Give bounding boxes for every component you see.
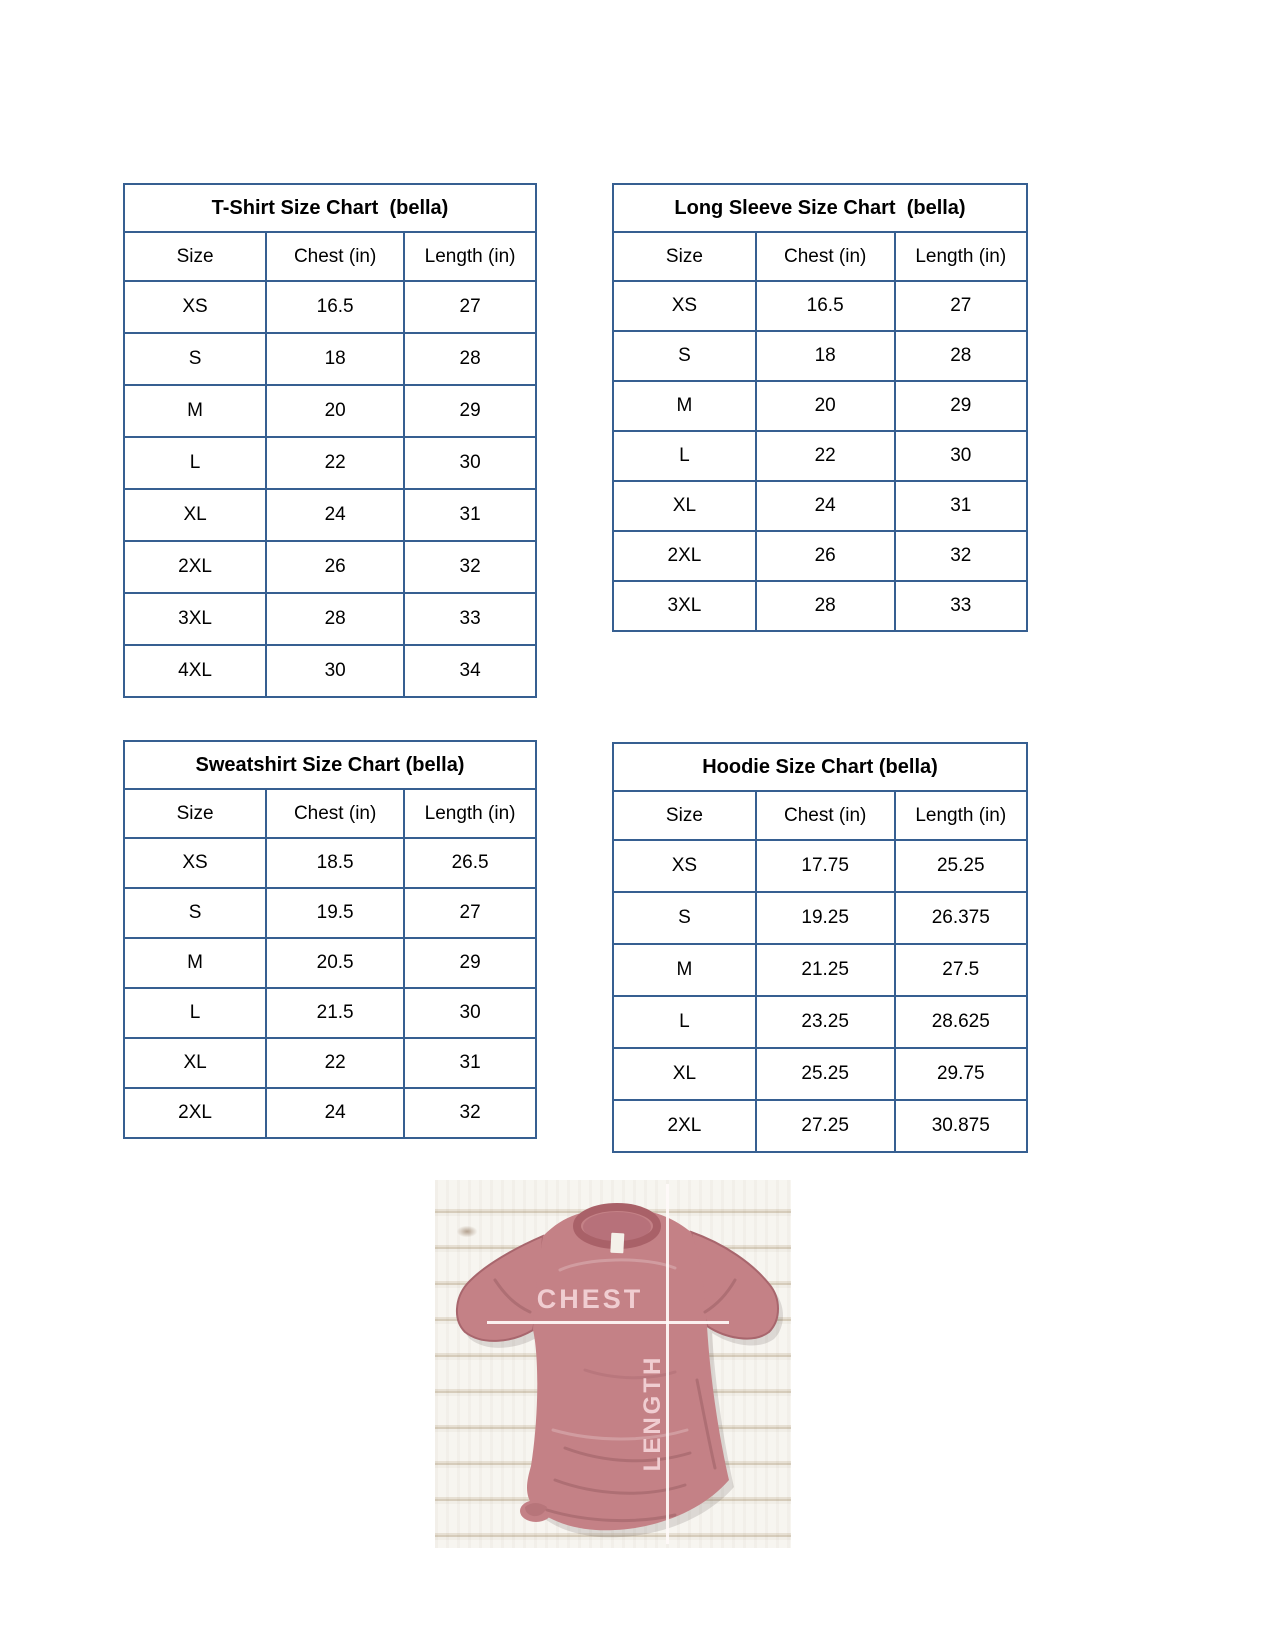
table-cell: 30 — [895, 431, 1027, 481]
table-row — [124, 489, 536, 541]
table-cell: 27.25 — [756, 1100, 895, 1152]
table-cell: 20.5 — [266, 938, 404, 988]
sweatshirt-size-chart-table — [123, 740, 537, 1139]
column-header-size: Size — [124, 789, 266, 838]
table-title-row — [124, 741, 536, 789]
table-row — [613, 1100, 1027, 1152]
table-cell: 26 — [756, 531, 895, 581]
table-row — [613, 840, 1027, 892]
table-row — [613, 331, 1027, 381]
table-row — [124, 938, 536, 988]
table-cell: S — [124, 333, 266, 385]
table-cell: S — [613, 331, 756, 381]
column-header-chest: Chest (in) — [756, 791, 895, 840]
table-cell: 3XL — [613, 581, 756, 631]
table-row — [613, 892, 1027, 944]
table-cell: XL — [124, 489, 266, 541]
table-cell: L — [613, 996, 756, 1048]
table-row — [613, 531, 1027, 581]
table-cell: 31 — [404, 1038, 536, 1088]
table-cell: 21.25 — [756, 944, 895, 996]
table-cell: L — [613, 431, 756, 481]
table-cell: 19.25 — [756, 892, 895, 944]
table-cell: 28.625 — [895, 996, 1027, 1048]
table-cell: 32 — [404, 1088, 536, 1138]
table-cell: 28 — [404, 333, 536, 385]
tshirt-illustration — [435, 1180, 791, 1548]
table-title: Sweatshirt Size Chart (bella) — [124, 741, 536, 789]
table-cell: 26.5 — [404, 838, 536, 888]
table-cell: XL — [613, 1048, 756, 1100]
table-title: Long Sleeve Size Chart (bella) — [613, 184, 1027, 232]
table-cell: 22 — [756, 431, 895, 481]
longsleeve-size-chart-table — [612, 183, 1028, 632]
table-cell: 28 — [895, 331, 1027, 381]
table-cell: XS — [613, 840, 756, 892]
table-row — [613, 281, 1027, 331]
table-cell: 22 — [266, 1038, 404, 1088]
table-cell: 23.25 — [756, 996, 895, 1048]
table-cell: 24 — [266, 489, 404, 541]
table-title: T-Shirt Size Chart (bella) — [124, 184, 536, 232]
table-row — [613, 1048, 1027, 1100]
column-header-size: Size — [613, 791, 756, 840]
table-row — [124, 385, 536, 437]
table-cell: 34 — [404, 645, 536, 697]
table-cell: 21.5 — [266, 988, 404, 1038]
table-cell: 25.25 — [756, 1048, 895, 1100]
table-row — [613, 581, 1027, 631]
hoodie-size-chart-table — [612, 742, 1028, 1153]
tshirt-measurement-photo — [435, 1180, 791, 1548]
table-cell: 29 — [895, 381, 1027, 431]
table-row — [124, 281, 536, 333]
table-cell: 20 — [756, 381, 895, 431]
table-header-row — [613, 791, 1027, 840]
table-row — [124, 437, 536, 489]
collar-label-tag — [610, 1233, 624, 1254]
table-title-row — [613, 184, 1027, 232]
table-cell: 18 — [756, 331, 895, 381]
table-cell: 26 — [266, 541, 404, 593]
table-cell: M — [613, 381, 756, 431]
column-header-size: Size — [613, 232, 756, 281]
table-cell: 18 — [266, 333, 404, 385]
table-cell: 28 — [756, 581, 895, 631]
column-header-length: Length (in) — [895, 232, 1027, 281]
table-row — [613, 431, 1027, 481]
table-cell: XS — [613, 281, 756, 331]
table-cell: 30 — [404, 437, 536, 489]
table-cell: XL — [124, 1038, 266, 1088]
table-title: Hoodie Size Chart (bella) — [613, 743, 1027, 791]
table-cell: 28 — [266, 593, 404, 645]
table-cell: 27 — [895, 281, 1027, 331]
table-cell: 24 — [756, 481, 895, 531]
column-header-chest: Chest (in) — [266, 789, 404, 838]
table-cell: 2XL — [613, 531, 756, 581]
table-header-row — [124, 232, 536, 281]
table-cell: XL — [613, 481, 756, 531]
table-cell: 26.375 — [895, 892, 1027, 944]
table-cell: 27 — [404, 888, 536, 938]
table-row — [613, 381, 1027, 431]
table-cell: 16.5 — [756, 281, 895, 331]
tshirt-size-chart-table — [123, 183, 537, 698]
column-header-size: Size — [124, 232, 266, 281]
table-cell: 2XL — [124, 1088, 266, 1138]
column-header-chest: Chest (in) — [756, 232, 895, 281]
table-row — [124, 593, 536, 645]
table-cell: 17.75 — [756, 840, 895, 892]
table-title-row — [124, 184, 536, 232]
table-cell: S — [124, 888, 266, 938]
column-header-chest: Chest (in) — [266, 232, 404, 281]
table-cell: 33 — [404, 593, 536, 645]
table-cell: 30 — [266, 645, 404, 697]
table-cell: S — [613, 892, 756, 944]
table-row — [124, 1088, 536, 1138]
table-cell: 29.75 — [895, 1048, 1027, 1100]
table-cell: 3XL — [124, 593, 266, 645]
table-cell: 30 — [404, 988, 536, 1038]
table-cell: L — [124, 988, 266, 1038]
table-cell: 19.5 — [266, 888, 404, 938]
table-cell: 29 — [404, 385, 536, 437]
table-title-row — [613, 743, 1027, 791]
table-row — [124, 888, 536, 938]
table-cell: 27.5 — [895, 944, 1027, 996]
table-cell: 31 — [895, 481, 1027, 531]
table-row — [613, 944, 1027, 996]
column-header-length: Length (in) — [404, 232, 536, 281]
table-row — [124, 838, 536, 888]
table-cell: 16.5 — [266, 281, 404, 333]
table-cell: L — [124, 437, 266, 489]
table-row — [124, 333, 536, 385]
table-row — [124, 988, 536, 1038]
table-body — [124, 281, 536, 697]
table-cell: 32 — [895, 531, 1027, 581]
table-body — [613, 281, 1027, 631]
table-cell: 32 — [404, 541, 536, 593]
table-cell: 2XL — [613, 1100, 756, 1152]
column-header-length: Length (in) — [404, 789, 536, 838]
table-cell: XS — [124, 281, 266, 333]
table-body — [124, 838, 536, 1138]
table-cell: 27 — [404, 281, 536, 333]
chest-measure-line — [487, 1321, 729, 1324]
table-cell: 25.25 — [895, 840, 1027, 892]
table-cell: 20 — [266, 385, 404, 437]
chest-label: CHEST — [536, 1284, 644, 1314]
column-header-length: Length (in) — [895, 791, 1027, 840]
table-row — [124, 1038, 536, 1088]
table-cell: 33 — [895, 581, 1027, 631]
table-row — [124, 541, 536, 593]
table-row — [124, 645, 536, 697]
table-cell: 4XL — [124, 645, 266, 697]
table-row — [613, 996, 1027, 1048]
table-body — [613, 840, 1027, 1152]
table-cell: XS — [124, 838, 266, 888]
table-cell: 30.875 — [895, 1100, 1027, 1152]
table-cell: M — [613, 944, 756, 996]
table-cell: M — [124, 385, 266, 437]
table-row — [613, 481, 1027, 531]
table-header-row — [613, 232, 1027, 281]
length-label: LENGTH — [639, 1354, 666, 1472]
table-cell: 22 — [266, 437, 404, 489]
table-cell: M — [124, 938, 266, 988]
table-cell: 2XL — [124, 541, 266, 593]
table-header-row — [124, 789, 536, 838]
table-cell: 31 — [404, 489, 536, 541]
table-cell: 24 — [266, 1088, 404, 1138]
table-cell: 18.5 — [266, 838, 404, 888]
table-cell: 29 — [404, 938, 536, 988]
